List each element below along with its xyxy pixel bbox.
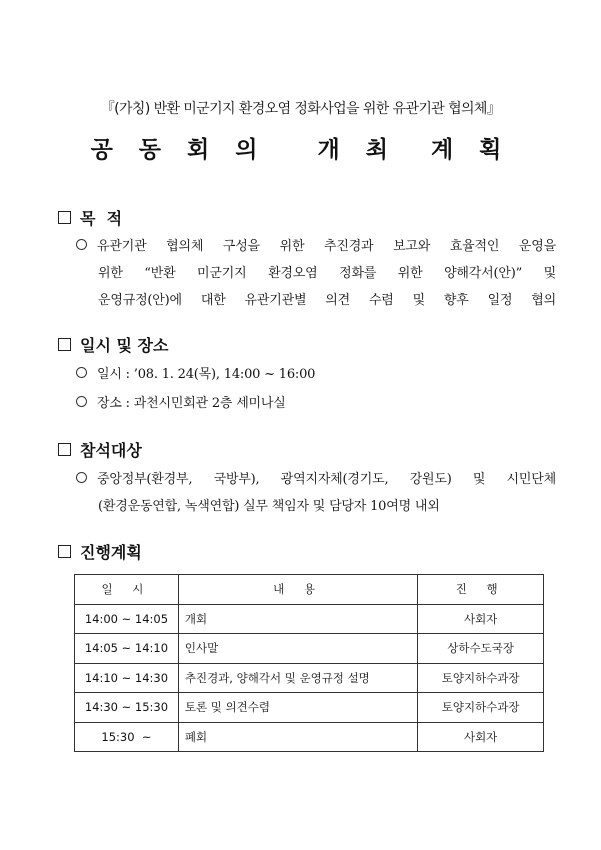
row-content: 토론 및 의견수렴 [178,693,417,723]
section-datetime-heading [58,333,168,356]
schedule-table [74,574,544,752]
row-content: 개회 [178,604,417,634]
column-header-content: 내 용 [178,575,417,605]
checkbox-icon [58,443,71,456]
meeting-place: 장소 : 과천시민회관 2층 세미나실 [97,396,286,411]
section-datetime-title: 일시 및 장소 [80,336,169,355]
table-row [75,722,544,752]
row-time: 14:10 ~ 14:30 [75,663,179,693]
checkbox-icon [58,545,71,558]
row-time: 14:05 ~ 14:10 [75,634,179,664]
attendees-line-2: (환경운동연합, 녹색연합) 실무 책임자 및 담당자 10여명 내외 [98,499,440,514]
section-schedule-title: 진행계획 [80,543,142,562]
section-purpose-heading [58,206,122,229]
row-time: 14:30 ~ 15:30 [75,693,179,723]
checkbox-icon [58,211,71,224]
purpose-line-2: 위한 “반환 미군기지 환경오염 정화를 위한 양해각서(안)” 및 [98,266,556,281]
document-subtitle: 『(가칭) 반환 미군기지 환경오염 정화사업을 위한 유관기관 협의체』 [100,101,501,117]
section-attendees-title: 참석대상 [80,441,142,460]
row-content: 인사말 [178,634,417,664]
meeting-date: 일시 : ’08. 1. 24(목), 14:00 ~ 16:00 [97,367,316,382]
row-host: 상하수도국장 [418,634,544,664]
row-content: 폐회 [178,722,417,752]
circle-bullet-icon [76,239,87,250]
checkbox-icon [58,338,71,351]
table-row [75,604,544,634]
table-header-row [75,575,544,605]
row-host: 사회자 [418,604,544,634]
row-time: 15:30 ~ [75,722,179,752]
row-content: 추진경과, 양해각서 및 운영규정 설명 [178,663,417,693]
section-attendees-heading [58,438,142,461]
row-time: 14:00 ~ 14:05 [75,604,179,634]
row-host: 사회자 [418,722,544,752]
circle-bullet-icon [76,367,87,378]
document-title: 공 동 회 의 개 최 계 획 [90,137,511,163]
attendees-line-1: 중앙정부(환경부, 국방부), 광역지자체(경기도, 강원도) 및 시민단체 [97,472,556,487]
column-header-host: 진 행 [418,575,544,605]
row-host: 토양지하수과장 [418,693,544,723]
table-row [75,663,544,693]
circle-bullet-icon [76,472,87,483]
table-row [75,634,544,664]
section-purpose-title: 목 적 [80,209,123,228]
datetime-item [76,361,556,417]
purpose-line-3: 운영규정(안)에 대한 유관기관별 의견 수렴 및 향후 일정 협의 [98,293,556,308]
row-host: 토양지하수과장 [418,663,544,693]
section-schedule-heading [58,540,142,563]
table-row [75,693,544,723]
purpose-item [76,233,556,314]
purpose-line-1: 유관기관 협의체 구성을 위한 추진경과 보고와 효율적인 운영을 [97,239,556,254]
circle-bullet-icon [76,396,87,407]
column-header-time: 일 시 [75,575,179,605]
attendees-item [76,466,556,520]
